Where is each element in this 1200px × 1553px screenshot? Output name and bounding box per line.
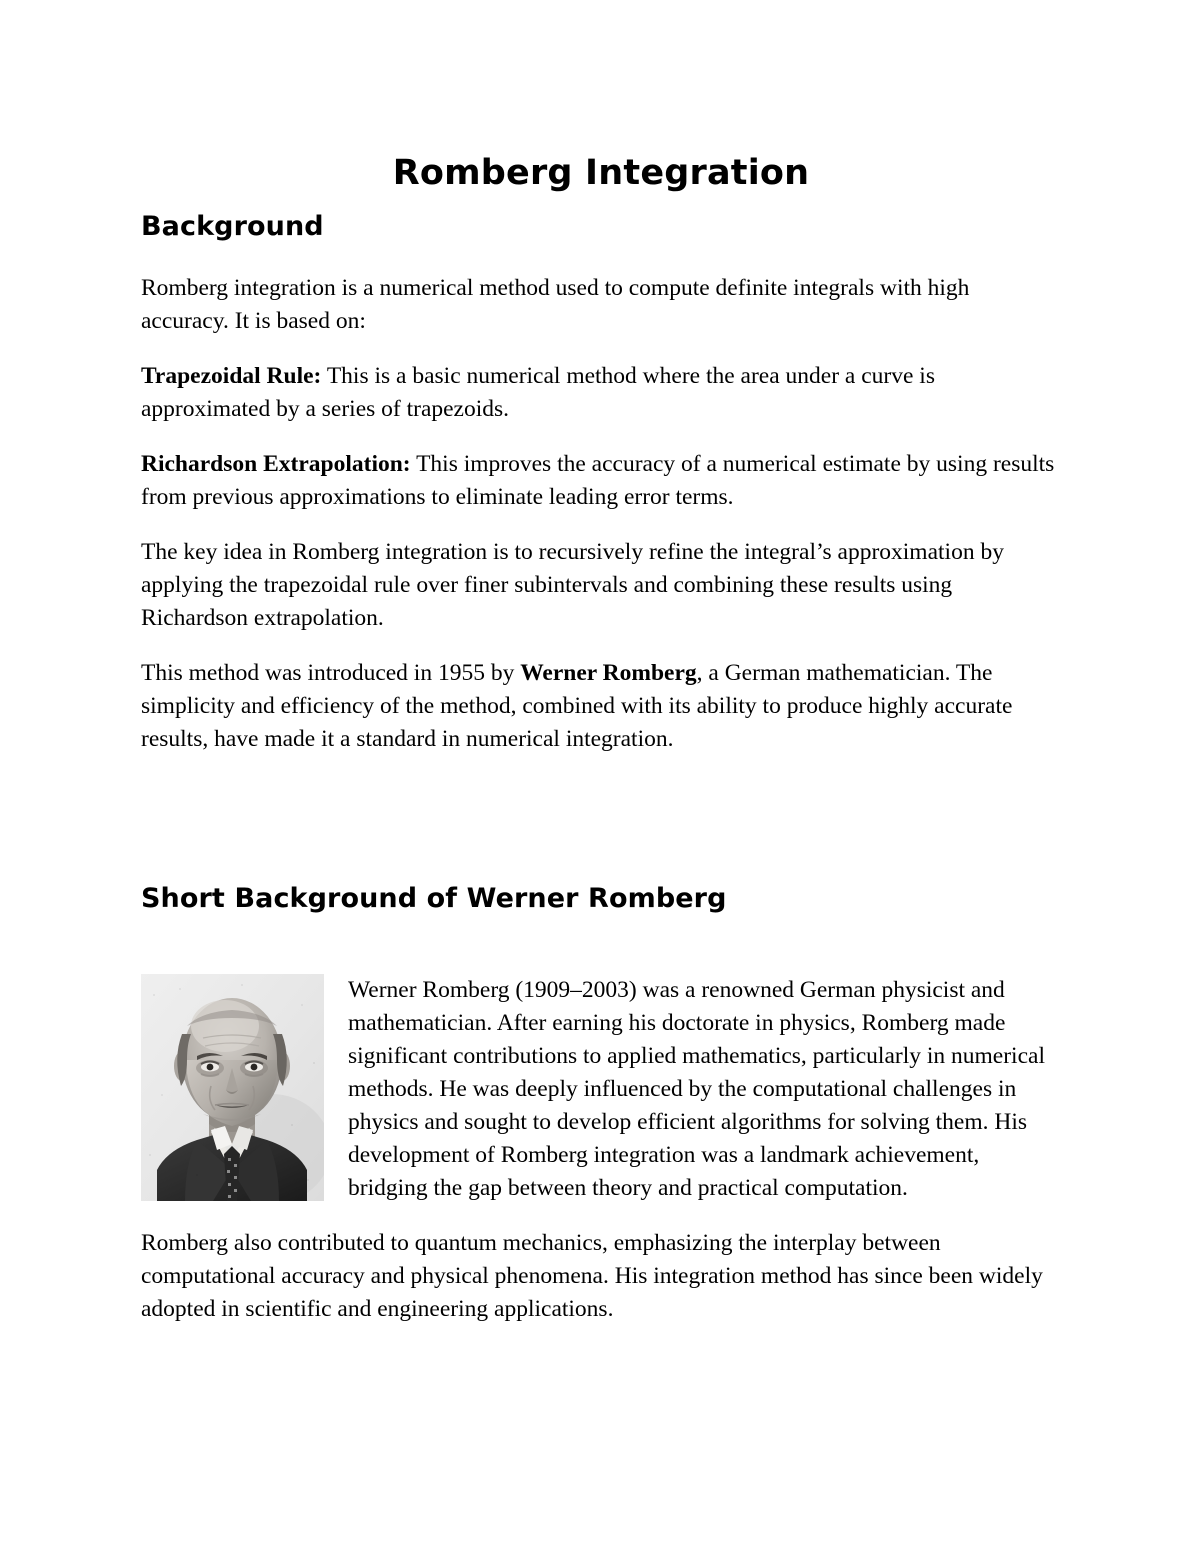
spacer [141,635,1061,657]
section-heading-background: Background [141,211,324,242]
spacer [141,244,1061,272]
document-content [141,0,1061,1326]
spacer [141,916,1061,974]
spacer [141,1205,1061,1227]
portrait-figure [141,974,324,1201]
spacer [141,338,1061,360]
paragraph-richardson-extrapolation-text: This improves the accuracy of a numerical estimate by using results from previous approximations to eliminate leading error terms. [141,451,1055,510]
spacer [141,514,1061,536]
werner-romberg-portrait [141,974,324,1201]
paragraph-method-introduction [141,657,1061,756]
section-spacer [141,756,1061,882]
term-werner-romberg: Werner Romberg [520,660,697,686]
paragraph-trapezoidal-rule-text: This is a basic numerical method where the area under a curve is approximated by a series of trapezoids. [141,363,935,422]
page-title: Romberg Integration [392,153,810,193]
paragraph-quantum-mechanics: Romberg also contributed to quantum mechanics, emphasizing the interplay between computational accuracy and physical phenomena. His integration method has since been widely adopted in scientific and engineering applications. [141,1230,1043,1322]
paragraph-richardson-extrapolation [141,448,1061,514]
paragraph-trapezoidal-rule [141,360,1061,426]
spacer [141,426,1061,448]
term-richardson-extrapolation: Richardson Extrapolation: [141,451,411,477]
biography-block [141,974,1061,1326]
paragraph-biography: Werner Romberg (1909–2003) was a renowned German physicist and mathematician. After earning his doctorate in physics, Romberg made significant contributions to applied mathematics, particularly in numerical methods. He was deeply influenced by the computational challenges in physics and sought to develop efficient algorithms for solving them. His development of Romberg integration was a landmark achievement, bridging the gap between theory and practical computation. [348,977,1045,1201]
paragraph-intro: Romberg integration is a numerical method used to compute definite integrals with high accuracy. It is based on: [141,275,970,334]
paragraph-key-idea: The key idea in Romberg integration is to recursively refine the integral’s approximation by applying the trapezoidal rule over finer subintervals and combining these results using Richardson extrapolation. [141,539,1004,631]
section-heading-short-background: Short Background of Werner Romberg [141,883,727,914]
paragraph-method-introduction-after: , a German mathematician. The simplicity and efficiency of the method, combined with its ability to produce highly accurate results, have made it a standard in numerical integration. [141,660,1013,752]
term-trapezoidal-rule: Trapezoidal Rule: [141,363,322,389]
paragraph-method-introduction-before: This method was introduced in 1955 by [141,660,521,686]
